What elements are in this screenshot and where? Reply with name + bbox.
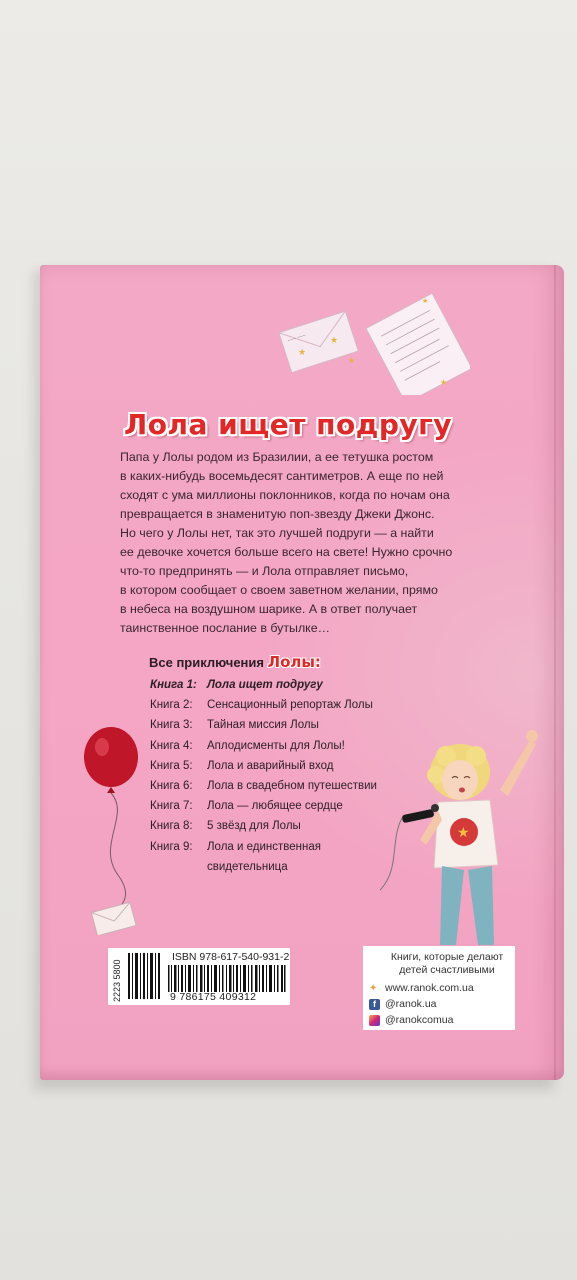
book-back-cover — [40, 265, 564, 1080]
book-name: Лола ищет подругу — [207, 679, 323, 691]
svg-text:~~~ ~~~: ~~~ ~~~ — [286, 332, 307, 345]
ranok-logo-icon: ✦ — [369, 982, 378, 994]
book-name: Лола в свадебном путешествии — [207, 780, 377, 793]
book-blurb — [120, 448, 540, 638]
blurb-line: в котором сообщает о своем заветном желании, прямо — [120, 583, 438, 597]
balloon-illustration-icon — [76, 725, 156, 935]
barcode-number: 9 786175 409312 — [170, 991, 257, 1003]
series-heading-text: Все приключения — [149, 655, 264, 670]
book-number: Книга 1: — [150, 679, 197, 691]
book-number: Книга 5: — [150, 759, 193, 772]
list-item — [150, 736, 377, 756]
svg-text:★: ★ — [422, 298, 429, 305]
blurb-line: Папа у Лолы родом из Бразилии, а ее тетушка ростом — [120, 450, 434, 464]
publisher-site: www.ranok.com.ua — [385, 982, 474, 994]
blurb-line: в каких-нибудь восемьдесят сантиметров. А еще по ней — [120, 469, 444, 483]
girl-singing-illustration-icon — [380, 720, 550, 950]
book-number: Книга 2: — [150, 699, 193, 712]
book-name: 5 звёзд для Лолы — [207, 820, 301, 833]
svg-text:★: ★ — [440, 378, 448, 387]
book-number: Книга 3: — [150, 719, 193, 732]
facebook-row — [369, 998, 437, 1010]
book-number: Книга 6: — [150, 780, 193, 793]
facebook-handle: @ranok.ua — [385, 998, 437, 1010]
series-list — [150, 675, 377, 877]
blurb-line: что-то предпринять — и Лола отправляет письмо, — [120, 564, 409, 578]
blurb-line: Но чего у Лолы нет, так это лучшей подруги — а найти — [120, 526, 434, 540]
blurb-line: в небеса на воздушном шарике. А в ответ получает — [120, 602, 418, 616]
list-item — [150, 796, 377, 816]
series-heading-name: Лолы: — [267, 653, 321, 671]
svg-text:★: ★ — [330, 335, 339, 345]
instagram-icon — [369, 1015, 380, 1026]
book-name: Лола — любящее сердце — [207, 800, 343, 813]
publisher-slogan: Книги, которые делают детей счастливыми — [390, 951, 504, 976]
book-number: Книга 9: — [150, 840, 193, 853]
publisher-site-row — [369, 982, 474, 994]
book-spine-edge — [554, 265, 556, 1080]
svg-text:★: ★ — [298, 347, 307, 357]
book-number: Книга 4: — [150, 739, 193, 752]
series-heading — [149, 653, 321, 671]
book-title: Лола ищет подругу — [124, 408, 453, 441]
book-number — [150, 857, 207, 877]
blurb-line: превращается в знаменитую поп-звезду Джеки Джонс. — [120, 507, 435, 521]
book-name: Тайная миссия Лолы — [207, 719, 319, 732]
list-item — [150, 816, 377, 836]
list-item — [150, 857, 377, 877]
barcode-small-icon — [128, 953, 162, 999]
facebook-icon: f — [369, 999, 380, 1010]
list-item — [150, 715, 377, 735]
list-item — [150, 695, 377, 715]
blurb-line: ее девочке хочется больше всего на свете! Нужно срочно — [120, 545, 453, 559]
book-number: Книга 7: — [150, 800, 193, 813]
book-name: свидетельница — [207, 860, 288, 873]
book-name: Аплодисменты для Лолы! — [207, 739, 345, 752]
instagram-handle: @ranokcomua — [385, 1014, 454, 1026]
letters-illustration-icon — [270, 285, 470, 395]
list-item — [150, 837, 377, 857]
list-item — [150, 756, 377, 776]
list-item — [150, 675, 377, 695]
book-name: Лола и единственная — [207, 840, 321, 853]
list-item — [150, 776, 377, 796]
svg-text:★: ★ — [457, 824, 470, 840]
blurb-line: сходят с ума миллионы поклонников, когда по ночам она — [120, 488, 450, 502]
instagram-row — [369, 1014, 453, 1026]
svg-text:★: ★ — [348, 356, 356, 365]
barcode-icon — [168, 965, 286, 992]
book-name: Лола и аварийный вход — [207, 759, 334, 772]
side-code: 2223 5800 — [112, 959, 122, 1002]
blurb-line: таинственное послание в бутылке… — [120, 621, 331, 635]
isbn-barcode — [108, 948, 290, 1005]
isbn-text: ISBN 978-617-540-931-2 — [172, 951, 290, 963]
book-name: Сенсационный репортаж Лолы — [207, 699, 373, 712]
book-number: Книга 8: — [150, 820, 193, 833]
publisher-box — [363, 946, 515, 1030]
